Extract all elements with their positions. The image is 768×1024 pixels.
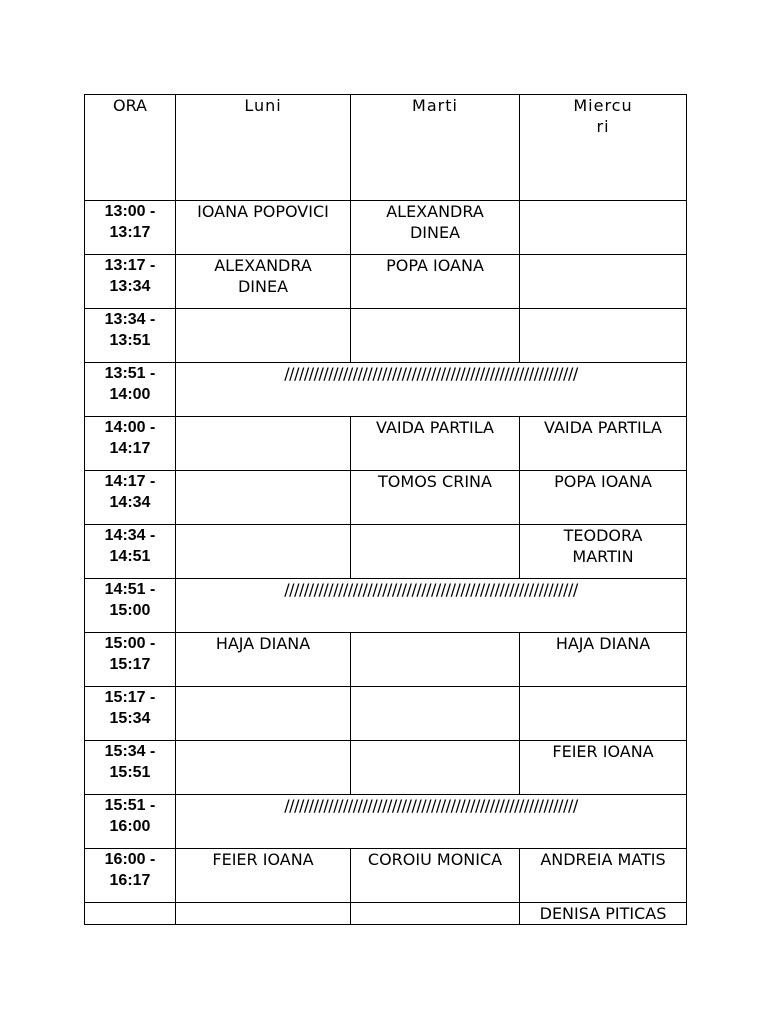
- cell-luni: [176, 687, 351, 741]
- time-slot-label: 15:00 - 15:17: [85, 633, 176, 687]
- cell-miercuri: [520, 309, 687, 363]
- cell-miercuri: POPA IOANA: [520, 471, 687, 525]
- cell-miercuri: DENISA PITICAS: [520, 903, 687, 925]
- ora-header: ORA: [85, 95, 176, 201]
- cell-luni: [176, 903, 351, 925]
- day-header-luni: Luni: [176, 95, 351, 201]
- cell-luni: [176, 525, 351, 579]
- time-slot-row: [85, 849, 687, 903]
- time-slot-label: 16:00 - 16:17: [85, 849, 176, 903]
- time-slot-row: [85, 201, 687, 255]
- cell-marti: VAIDA PARTILA: [351, 417, 520, 471]
- cell-luni: [176, 417, 351, 471]
- time-slot-label: 14:51 - 15:00: [85, 579, 176, 633]
- cell-luni: FEIER IOANA: [176, 849, 351, 903]
- time-slot-label: 14:34 - 14:51: [85, 525, 176, 579]
- time-slot-label: 15:34 - 15:51: [85, 741, 176, 795]
- cell-miercuri: VAIDA PARTILA: [520, 417, 687, 471]
- time-slot-row: [85, 309, 687, 363]
- cell-miercuri: [520, 255, 687, 309]
- cell-luni: ALEXANDRA DINEA: [176, 255, 351, 309]
- cell-miercuri: ANDREIA MATIS: [520, 849, 687, 903]
- cell-marti: [351, 525, 520, 579]
- break-marker: ////////////////////////////////////////////////////////////: [176, 795, 687, 849]
- cell-marti: TOMOS CRINA: [351, 471, 520, 525]
- cell-marti: ALEXANDRA DINEA: [351, 201, 520, 255]
- cell-marti: COROIU MONICA: [351, 849, 520, 903]
- cell-luni: [176, 471, 351, 525]
- time-slot-row: [85, 255, 687, 309]
- time-slot-label: 13:51 - 14:00: [85, 363, 176, 417]
- break-marker: ////////////////////////////////////////////////////////////: [176, 363, 687, 417]
- cell-marti: [351, 309, 520, 363]
- time-slot-label: 14:00 - 14:17: [85, 417, 176, 471]
- cell-marti: POPA IOANA: [351, 255, 520, 309]
- day-header-miercuri: Miercu ri: [520, 95, 687, 201]
- schedule-table: [84, 94, 687, 925]
- cell-luni: IOANA POPOVICI: [176, 201, 351, 255]
- time-slot-row: [85, 525, 687, 579]
- cell-miercuri: FEIER IOANA: [520, 741, 687, 795]
- time-slot-label: 15:51 - 16:00: [85, 795, 176, 849]
- time-slot-label: 13:34 - 13:51: [85, 309, 176, 363]
- time-slot-label: [85, 903, 176, 925]
- time-slot-row: [85, 903, 687, 925]
- time-slot-row: [85, 687, 687, 741]
- break-row: [85, 579, 687, 633]
- time-slot-label: 15:17 - 15:34: [85, 687, 176, 741]
- cell-marti: [351, 687, 520, 741]
- time-slot-label: 14:17 - 14:34: [85, 471, 176, 525]
- cell-luni: [176, 741, 351, 795]
- time-slot-row: [85, 471, 687, 525]
- cell-marti: [351, 741, 520, 795]
- cell-miercuri: TEODORA MARTIN: [520, 525, 687, 579]
- cell-miercuri: [520, 687, 687, 741]
- cell-luni: [176, 309, 351, 363]
- cell-marti: [351, 903, 520, 925]
- time-slot-row: [85, 741, 687, 795]
- day-header-marti: Marti: [351, 95, 520, 201]
- header-row: [85, 95, 687, 201]
- cell-miercuri: [520, 201, 687, 255]
- time-slot-label: 13:17 - 13:34: [85, 255, 176, 309]
- break-row: [85, 363, 687, 417]
- cell-miercuri: HAJA DIANA: [520, 633, 687, 687]
- cell-marti: [351, 633, 520, 687]
- break-marker: ////////////////////////////////////////////////////////////: [176, 579, 687, 633]
- time-slot-row: [85, 633, 687, 687]
- time-slot-row: [85, 417, 687, 471]
- break-row: [85, 795, 687, 849]
- cell-luni: HAJA DIANA: [176, 633, 351, 687]
- time-slot-label: 13:00 - 13:17: [85, 201, 176, 255]
- schedule-body: [85, 95, 687, 925]
